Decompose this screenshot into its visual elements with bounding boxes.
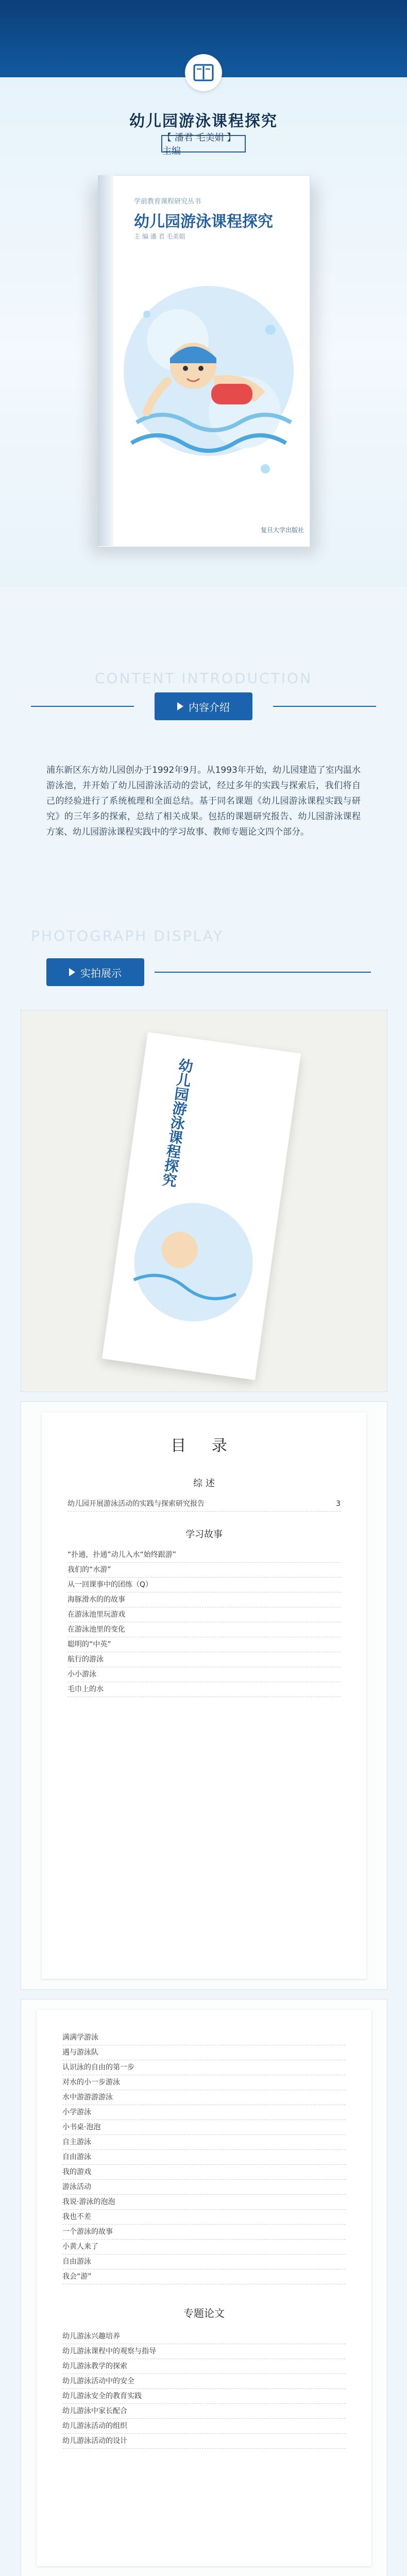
toc-row [62, 2359, 346, 2374]
toc-row-label: 聪明的“中英” [67, 1640, 111, 1649]
play-arrow-icon [69, 968, 75, 976]
toc-row [62, 2165, 346, 2180]
toc-row [62, 2389, 346, 2404]
toc-row-label: 幼儿游泳课程中的观察与指导 [62, 2347, 156, 2355]
photo-book-title: 幼儿园游泳课程探究 [159, 1057, 195, 1188]
toc-row-label: 满满学游泳 [62, 2033, 98, 2042]
toc-row-label: 幼儿游泳中家长配合 [62, 2407, 127, 2415]
play-arrow-icon [177, 702, 183, 710]
toc-row-label: 水中游游游游泳 [62, 2093, 113, 2102]
toc-row-label: 对水的小一步游泳 [62, 2078, 120, 2087]
photo-tag-label: 实拍展示 [80, 967, 122, 979]
toc-row [62, 2030, 346, 2045]
toc-row-label: 小黄人来了 [62, 2243, 98, 2251]
intro-tag-line-right [273, 706, 376, 707]
toc-row-label: 幼儿游泳安全的教育实践 [62, 2392, 142, 2400]
toc-row-label: 一个游泳的故事 [62, 2228, 113, 2236]
toc-row [62, 2060, 346, 2075]
toc-row [67, 1548, 341, 1563]
intro-tag-line-left [31, 706, 134, 707]
toc-row-label: 我们的“水游” [67, 1566, 111, 1574]
toc-row-label: 小书桌·泡泡 [62, 2123, 101, 2131]
cover-editors: 主 编 潘 君 毛美娟 [134, 233, 185, 240]
toc-page [42, 1412, 366, 1979]
toc-row-label: 我说·游泳的泡泡 [62, 2198, 115, 2206]
toc-section-2: 学习故事 [185, 1529, 223, 1540]
toc-row [67, 1652, 341, 1667]
toc-list-b [62, 2030, 346, 2284]
toc-row [62, 2195, 346, 2210]
toc-row-label: 小小游泳 [67, 1670, 96, 1679]
toc-row [62, 2434, 346, 2449]
toc-row [67, 1682, 341, 1697]
intro-tag-label: 内容介绍 [189, 701, 230, 714]
toc-section-1: 综 述 [193, 1478, 215, 1489]
photo-book-illustration [118, 1187, 269, 1338]
photo-book-on-table [21, 1010, 387, 1392]
toc-row [62, 2090, 346, 2105]
toc-row [62, 2120, 346, 2135]
toc-row-label: 海豚滑水的的故事 [67, 1596, 125, 1604]
cover-swimmer-illustration [116, 252, 301, 520]
photo-toc-continued [21, 1999, 387, 2576]
toc-row-label: 在游泳池里玩游戏 [67, 1611, 125, 1619]
toc-row [67, 1667, 341, 1682]
toc-row [62, 2374, 346, 2389]
toc-row-label: 自主游泳 [62, 2138, 91, 2146]
toc-row [62, 2255, 346, 2269]
toc-row-label: 幼儿游泳兴趣培养 [62, 2332, 120, 2341]
toc-title: 目 录 [171, 1437, 238, 1455]
toc-list-c [62, 2329, 346, 2449]
toc-row [62, 2419, 346, 2434]
book-title: 幼儿园游泳课程探究 [129, 112, 278, 130]
intro-en-heading: CONTENT INTRODUCTION [94, 670, 313, 687]
toc-row [67, 1563, 341, 1578]
toc-row-label: 毛巾上的水 [67, 1685, 104, 1693]
toc-row [62, 2269, 346, 2284]
book-spine [98, 175, 113, 546]
toc-row [62, 2329, 346, 2344]
photo-tag [46, 958, 144, 986]
photo-en-heading: PHOTOGRAPH DISPLAY [31, 927, 224, 944]
toc-row-label: 游泳活动 [62, 2183, 91, 2191]
toc-row-label: 认识泳的自由的第一步 [62, 2063, 134, 2072]
toc-row-label: 自由游泳 [62, 2258, 91, 2266]
toc-row [67, 1607, 341, 1622]
toc-row-label: 小学游泳 [62, 2108, 91, 2116]
toc-row [62, 2105, 346, 2120]
book-icon [185, 54, 222, 91]
toc-row [67, 1622, 341, 1637]
toc-row [62, 2075, 346, 2090]
book-authors: 【 潘君 毛美娟 】主编 [161, 135, 246, 152]
toc-row-label: “扑通，扑通”动儿入水“始终跟游” [67, 1551, 177, 1559]
cover-title: 幼儿园游泳课程探究 [134, 213, 273, 231]
toc-row-label: 幼儿游泳活动中的安全 [62, 2377, 134, 2385]
toc-row-label: 我会“游” [62, 2273, 92, 2281]
toc-section-3: 专题论文 [183, 2307, 225, 2319]
toc-row [62, 2210, 346, 2225]
toc-row-label: 我的游戏 [62, 2168, 91, 2176]
photo-tag-line [155, 972, 371, 973]
cover-publisher: 复旦大学出版社 [260, 527, 304, 534]
toc-row-label: 我也不差 [62, 2213, 91, 2221]
toc-row-label: 幼儿游泳活动的组织 [62, 2422, 127, 2430]
toc-row [62, 2225, 346, 2240]
toc-row [62, 2045, 346, 2060]
toc-row [67, 1637, 341, 1652]
toc-row [62, 2135, 346, 2150]
photo-toc [21, 1401, 387, 1990]
toc-row-label: 在游泳池里的变化 [67, 1625, 125, 1634]
intro-tag [155, 692, 252, 720]
toc-row-label: 自由游泳 [62, 2153, 91, 2161]
toc-row [62, 2150, 346, 2165]
intro-text: 浦东新区东方幼儿园创办于1992年9月。从1993年开始，幼儿园建造了室内温水游泳池，并开始了幼儿园游泳活动的尝试，经过多年的实践与探索后，我们将自己的经验进行了系统梳理和全面总结。基于同名课题《幼儿园游泳课程实践与研究》的三年多的探索，总结了相关成果。包括的课题研究报告、幼儿园游泳课程方案、幼儿园游泳课程实践中的学习故事、教师专题论文四个部分。 [46, 765, 361, 837]
toc-row-label: 从一回课事中的团练（Q） [67, 1581, 153, 1589]
cover-series: 学前教育课程研究丛书 [134, 198, 201, 206]
toc-row [67, 1578, 341, 1592]
toc-row [62, 2404, 346, 2419]
toc-row [62, 2240, 346, 2255]
toc-row-label: 遇与游泳队 [62, 2048, 98, 2057]
toc-row-label: 航行的游泳 [67, 1655, 104, 1664]
photo-book [102, 1032, 301, 1380]
toc-row-label: 幼儿游泳活动的设计 [62, 2437, 127, 2445]
toc-row [62, 2180, 346, 2195]
toc-entry-main: 幼儿园开展游泳活动的实践与探索研究报告 3 [67, 1497, 341, 1512]
toc-list-a [67, 1548, 341, 1697]
toc-page-2 [37, 2010, 371, 2566]
toc-row-label: 幼儿游泳教学的探索 [62, 2362, 127, 2370]
toc-row [67, 1592, 341, 1607]
toc-row [62, 2344, 346, 2359]
